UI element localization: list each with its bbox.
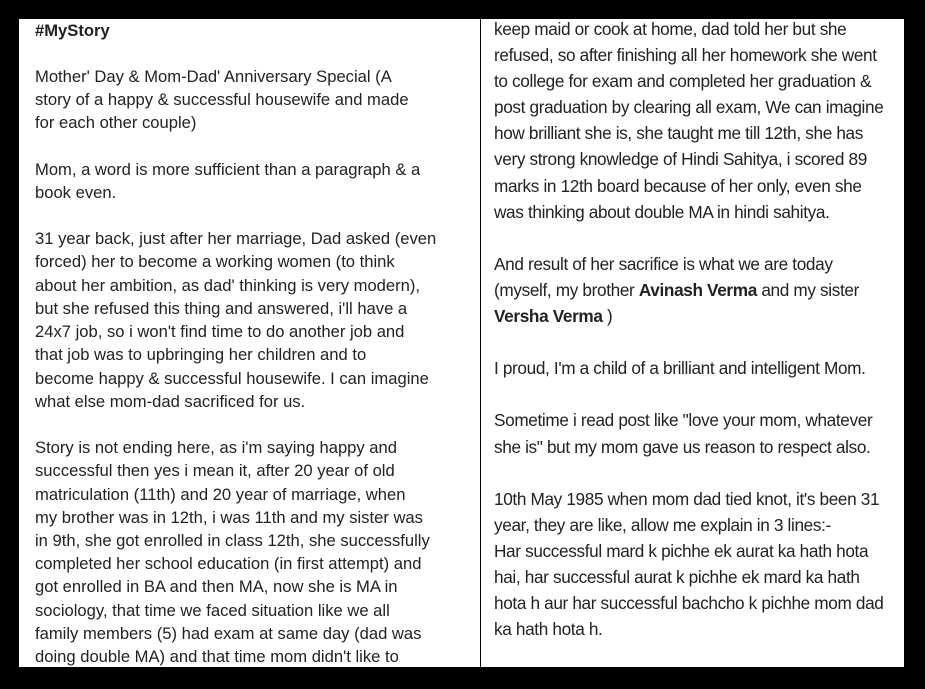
education-paragraph	[35, 436, 480, 667]
text-line: how brilliant she is, she taught me till 12th, she has	[494, 123, 863, 144]
text-line: successful then yes i mean it, after 20 year of old	[35, 461, 395, 481]
text-line: very strong knowledge of Hindi Sahitya, i scored 89	[494, 149, 867, 170]
text-line: year, they are like, allow me explain in 3 lines:-	[494, 514, 831, 535]
text-line: refused, so after finishing all her homework she went	[494, 45, 877, 66]
text-line: was thinking about double MA in hindi sahitya.	[494, 201, 830, 222]
text-line: got enrolled in BA and then MA, now she is MA in	[35, 577, 398, 597]
text-line: book even.	[35, 182, 117, 202]
text-line: that job was to upbringing her children and to	[35, 345, 367, 365]
sacrifice-paragraph	[494, 251, 904, 329]
text-line: story of a happy & successful housewife and made	[35, 90, 409, 110]
text-line: marks in 12th board because of her only, even she	[494, 175, 862, 196]
text-line: forced) her to become a working women (to think	[35, 252, 395, 272]
text-line: Mother' Day & Mom-Dad' Anniversary Special (A	[35, 66, 392, 86]
left-story-panel	[19, 19, 480, 667]
text-line: family members (5) had exam at same day (dad was	[35, 623, 422, 643]
sister-name: Versha Verma	[494, 306, 603, 327]
story-hashtag-title: #MyStory	[35, 20, 110, 40]
text-line: hai, har successful aurat k pichhe ek mard ka hath	[494, 566, 860, 587]
text-line: Har successful mard k pichhe ek aurat ka hath hota	[494, 540, 869, 561]
text-fragment: (myself, my brother	[494, 279, 639, 300]
text-line: become happy & successful housewife. I can imagine	[35, 368, 429, 388]
text-fragment: )	[602, 306, 613, 327]
text-line: Mom, a word is more sufficient than a paragraph & a	[35, 159, 421, 179]
text-line: completed her school education (in first attempt) and	[35, 554, 422, 574]
text-line: ka hath hota h.	[494, 619, 603, 640]
text-line: she is" but my mom gave us reason to respect also.	[494, 436, 871, 457]
text-line: in 9th, she got enrolled in class 12th, she successfully	[35, 530, 430, 550]
text-line: about her ambition, as dad' thinking is very modern),	[35, 275, 421, 295]
text-line: Sometime i read post like "love your mom, whatever	[494, 410, 873, 431]
text-line: to college for exam and completed her graduation &	[494, 71, 872, 92]
text-line: keep maid or cook at home, dad told her but she	[494, 19, 847, 39]
intro-paragraph	[35, 65, 480, 135]
text-line: 24x7 job, so i won't find time to do another job and	[35, 322, 405, 342]
text-line: but she refused this thing and answered, i'll have a	[35, 298, 408, 318]
text-line: Story is not ending here, as i'm saying happy and	[35, 438, 397, 458]
anniversary-paragraph	[494, 486, 904, 643]
marriage-paragraph	[35, 227, 480, 413]
respect-paragraph	[494, 407, 904, 459]
text-line: matriculation (11th) and 20 year of marriage, when	[35, 484, 406, 504]
text-line	[494, 303, 904, 329]
text-line: And result of her sacrifice is what we are today	[494, 253, 833, 274]
text-line: what else mom-dad sacrificed for us.	[35, 391, 306, 411]
text-line: post graduation by clearing all exam, We can imagine	[494, 97, 884, 118]
brother-name: Avinash Verma	[638, 279, 757, 300]
text-line: I proud, I'm a child of a brilliant and intelligent Mom.	[494, 358, 866, 379]
text-line: 31 year back, just after her marriage, Dad asked (even	[35, 229, 437, 249]
text-line: sociology, that time we faced situation like we all	[35, 600, 390, 620]
proud-paragraph	[494, 355, 904, 381]
mom-word-paragraph	[35, 158, 480, 204]
text-line: hota h aur har successful bachcho k pichhe mom dad	[494, 593, 884, 614]
right-story-panel	[481, 19, 904, 667]
text-line: 10th May 1985 when mom dad tied knot, it's been 31	[494, 488, 880, 509]
text-line: my brother was in 12th, i was 11th and my sister was	[35, 507, 423, 527]
text-line: doing double MA) and that time mom didn't like to	[35, 646, 399, 666]
text-line	[494, 277, 904, 303]
text-line: for each other couple)	[35, 113, 197, 133]
graduation-paragraph	[494, 19, 904, 225]
text-fragment: and my sister	[756, 279, 859, 300]
